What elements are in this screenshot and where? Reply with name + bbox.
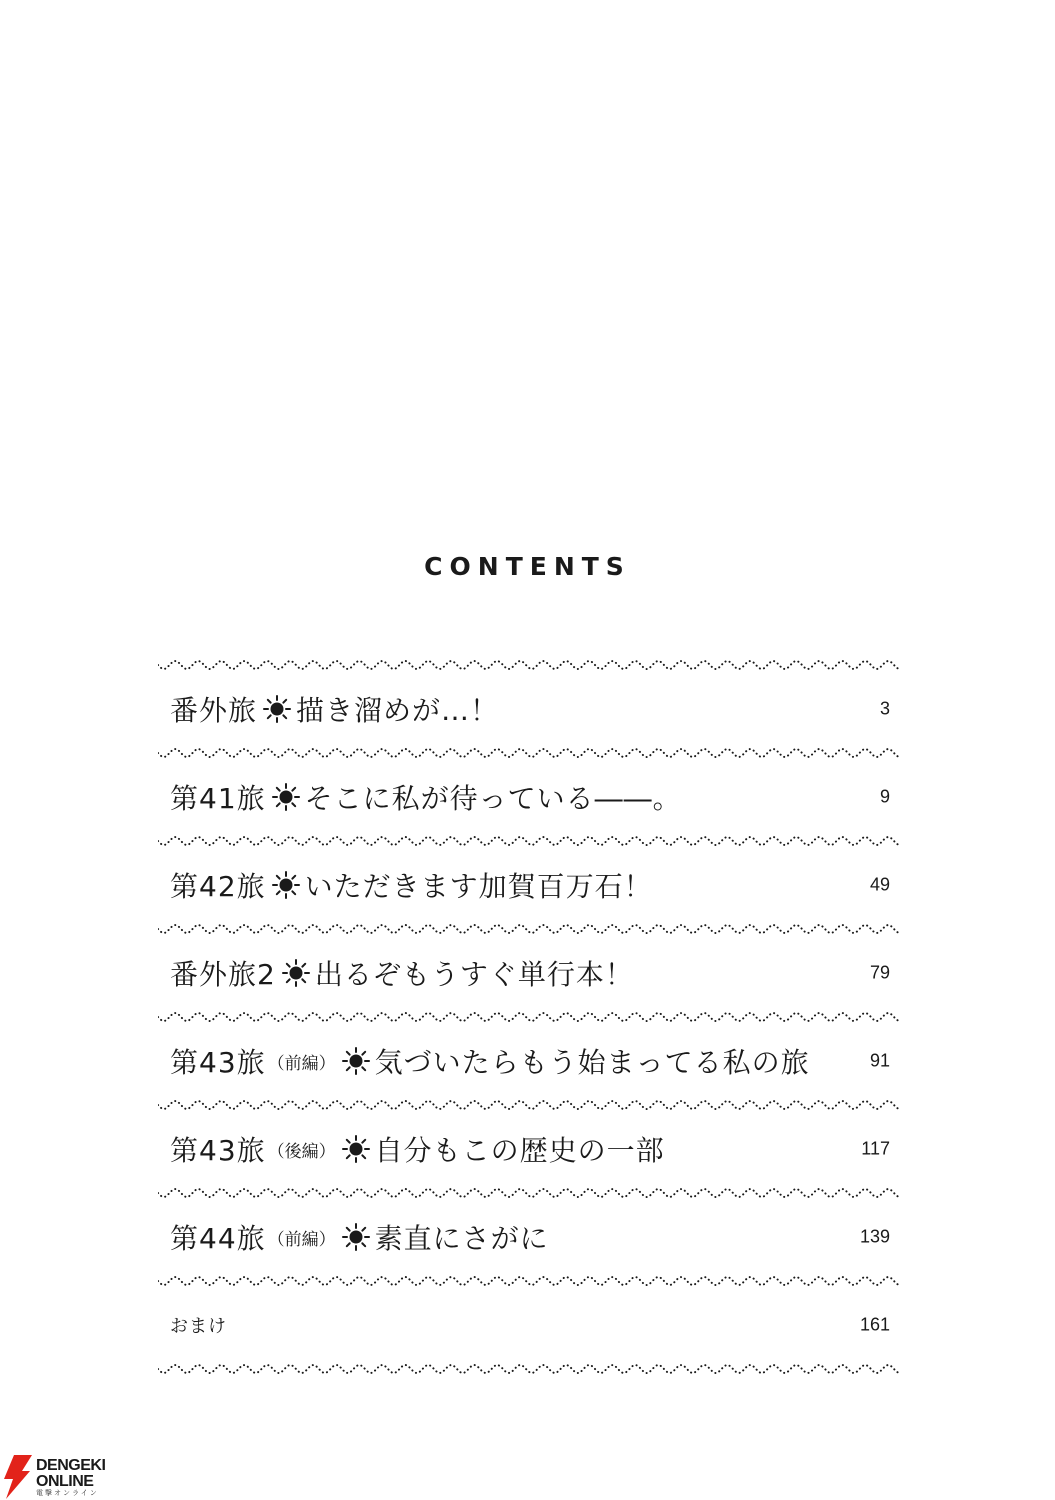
lightning-logo-icon (0, 1455, 34, 1499)
page-number: 49 (869, 874, 890, 895)
toc-entry-6[interactable] (158, 1114, 900, 1184)
page-number: 3 (879, 698, 890, 719)
chapter-part: （後編） (267, 1141, 336, 1162)
chapter-title: いただきます加賀百万石！ (304, 870, 653, 903)
toc-entry-3[interactable] (158, 850, 900, 920)
chapter-label: 第42旅 (170, 870, 266, 903)
chapter-label: 第44旅 (170, 1222, 266, 1255)
wavy-divider (158, 832, 900, 850)
sun-icon (342, 1223, 370, 1251)
watermark-line1: DENGEKI (36, 1457, 106, 1474)
sun-glyph (272, 783, 300, 811)
sun-icon (263, 695, 291, 723)
chapter-title: 気づいたらもう始まってる私の旅 (374, 1046, 810, 1079)
page-number: 117 (861, 1138, 890, 1159)
chapter-label: 第43旅 (170, 1046, 266, 1079)
toc-entry-1[interactable] (158, 674, 900, 744)
sun-icon (272, 871, 300, 899)
wavy-divider (158, 1184, 900, 1202)
chapter-title: そこに私が待っている――。 (304, 782, 682, 815)
wavy-divider (158, 1272, 900, 1290)
toc-entry-4[interactable] (158, 938, 900, 1008)
chapter-part: （前編） (267, 1053, 336, 1074)
page-title: CONTENTS (424, 552, 631, 581)
wavy-divider (158, 920, 900, 938)
sun-icon (342, 1135, 370, 1163)
wavy-divider (158, 1360, 900, 1378)
chapter-title: 素直にさがに (374, 1222, 549, 1255)
chapter-label: 番外旅2 (170, 958, 276, 991)
toc-entry-2[interactable] (158, 762, 900, 832)
page-number: 139 (859, 1226, 890, 1247)
toc-entry-bonus[interactable] (158, 1290, 900, 1360)
sun-icon (342, 1047, 370, 1075)
table-of-contents (158, 656, 900, 1378)
sun-icon (272, 783, 300, 811)
sun-glyph (342, 1135, 370, 1163)
chapter-title: 出るぞもうすぐ単行本！ (314, 958, 634, 991)
page-number: 79 (869, 962, 890, 983)
sun-glyph (282, 959, 310, 987)
sun-glyph (272, 871, 300, 899)
chapter-label: 番外旅 (170, 694, 258, 727)
watermark-line2: ONLINE (36, 1473, 94, 1490)
wavy-divider (158, 1096, 900, 1114)
toc-entry-7[interactable] (158, 1202, 900, 1272)
wavy-divider (158, 1008, 900, 1026)
wavy-divider (158, 744, 900, 762)
watermark-line3: 電撃オンライン (36, 1489, 99, 1497)
sun-glyph (342, 1047, 370, 1075)
chapter-title: 自分もこの歴史の一部 (374, 1134, 665, 1167)
bonus-title: おまけ (170, 1316, 227, 1337)
sun-icon (282, 959, 310, 987)
chapter-label: 第41旅 (170, 782, 266, 815)
chapter-title: 描き溜めが…！ (296, 694, 500, 727)
chapter-part: （前編） (267, 1229, 336, 1250)
page-number: 9 (879, 786, 890, 807)
sun-glyph (342, 1223, 370, 1251)
toc-entry-5[interactable] (158, 1026, 900, 1096)
page-number: 161 (859, 1314, 890, 1335)
wavy-divider (158, 656, 900, 674)
dengeki-online-watermark (0, 1455, 130, 1499)
sun-glyph (263, 695, 291, 723)
chapter-label: 第43旅 (170, 1134, 266, 1167)
page-number: 91 (869, 1050, 890, 1071)
